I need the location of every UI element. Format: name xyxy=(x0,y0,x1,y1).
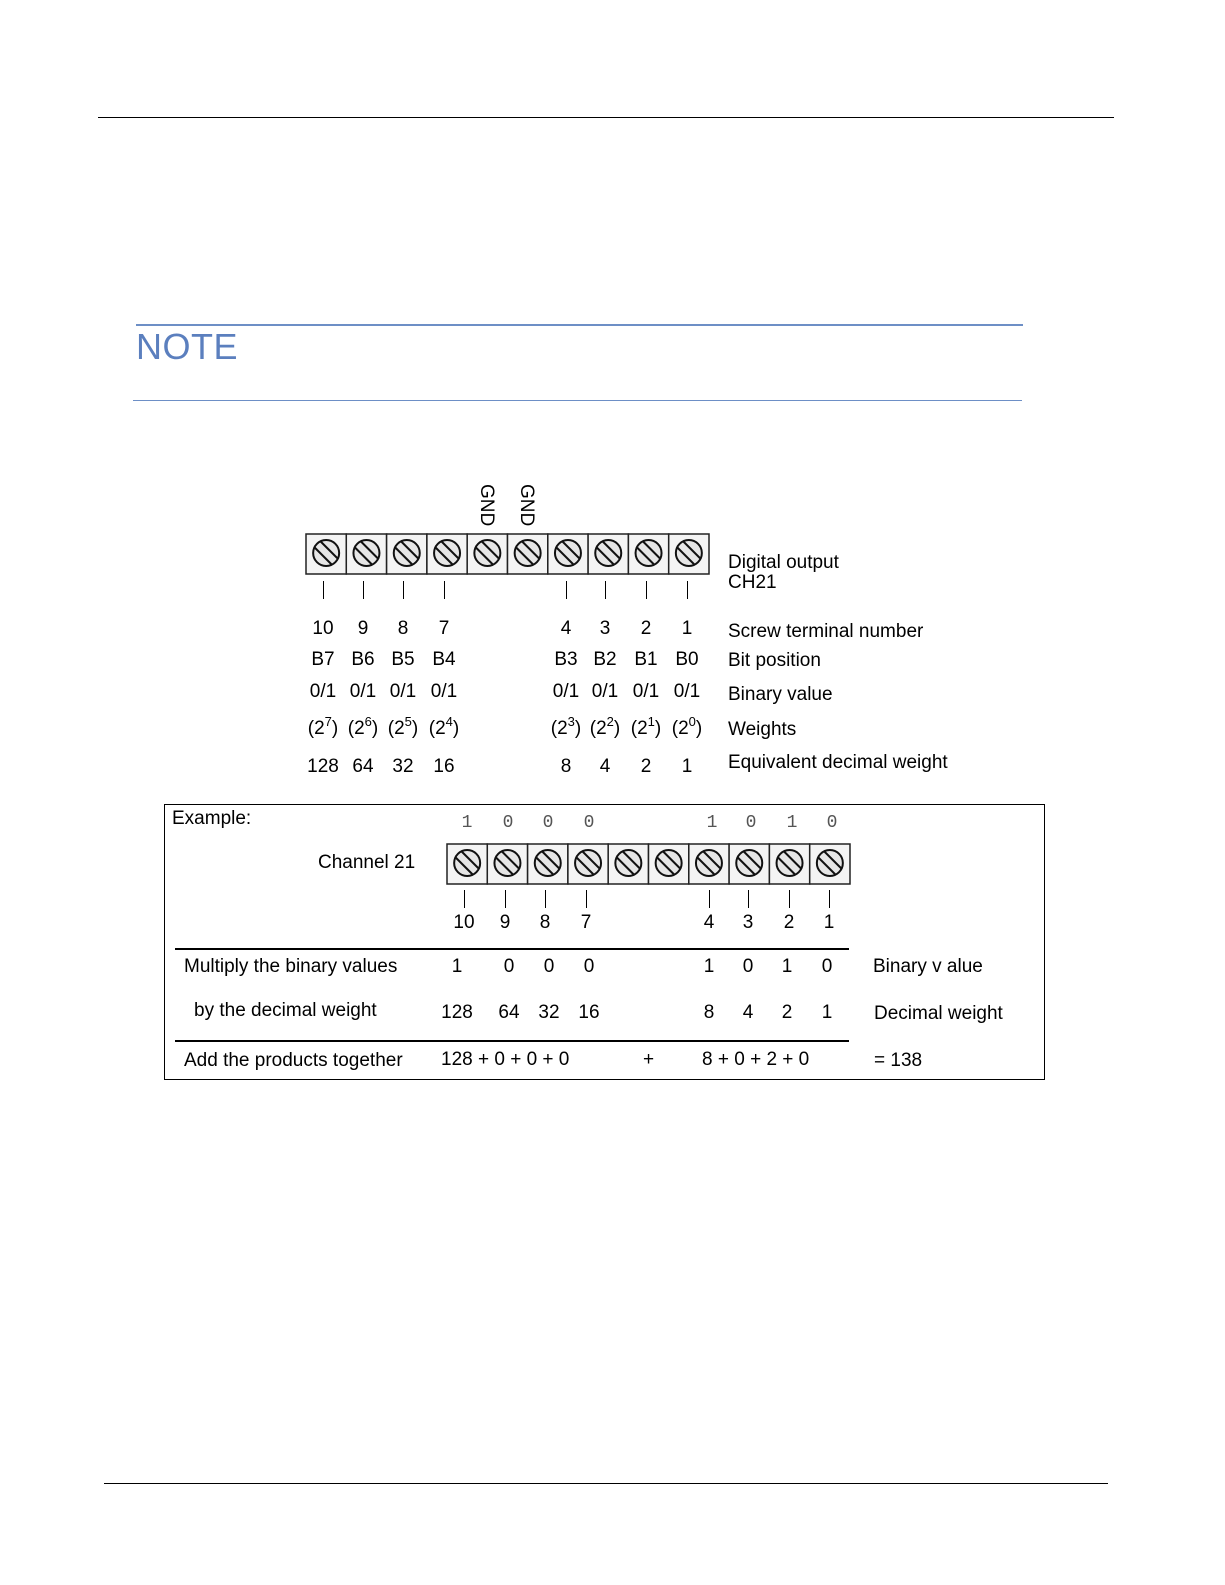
example-tick xyxy=(586,890,587,908)
example-row1-value: 0 xyxy=(821,956,833,977)
decimal-weight: 128 xyxy=(307,756,339,777)
example-bit: 1 xyxy=(706,813,718,833)
screw-terminal xyxy=(628,534,668,574)
terminal-tick xyxy=(323,581,324,599)
gnd-label-1: GND xyxy=(476,484,497,527)
weight: $(2^3)$ xyxy=(550,714,582,739)
terminal-tick xyxy=(646,581,647,599)
terminal-tick xyxy=(566,581,567,599)
row-label-binary: Binary value xyxy=(728,684,833,705)
example-row1-value: 0 xyxy=(742,956,754,977)
example-box xyxy=(164,804,1045,1080)
weight: $(2^6)$ xyxy=(347,714,379,739)
bit-position: B7 xyxy=(311,649,335,670)
weight: $(2^4)$ xyxy=(428,714,460,739)
example-bit: 0 xyxy=(583,813,595,833)
gnd-label-2: GND xyxy=(516,484,537,527)
binary-value: 0/1 xyxy=(591,681,619,702)
output-label-line1: Digital output xyxy=(728,552,839,573)
example-row3-result: = 138 xyxy=(874,1050,923,1071)
screw-number: 7 xyxy=(438,618,450,639)
weight: $(2^2)$ xyxy=(589,714,621,739)
example-screw-number: 7 xyxy=(580,912,592,933)
row-label-decimal: Equivalent decimal weight xyxy=(728,752,948,773)
example-row1-value: 1 xyxy=(703,956,715,977)
example-tick xyxy=(829,890,830,908)
row-label-screw: Screw terminal number xyxy=(728,621,924,642)
example-tick xyxy=(545,890,546,908)
example-tick xyxy=(709,890,710,908)
screw-number: 3 xyxy=(599,618,611,639)
terminal-tick xyxy=(403,581,404,599)
decimal-weight: 16 xyxy=(433,756,455,777)
row-label-bit: Bit position xyxy=(728,650,821,671)
bit-position: B4 xyxy=(432,649,456,670)
bit-position: B2 xyxy=(593,649,617,670)
screw-number: 1 xyxy=(681,618,693,639)
example-row2-value: 128 xyxy=(441,1002,473,1023)
example-bit: 0 xyxy=(826,813,838,833)
example-row3-mid-plus: + xyxy=(643,1049,655,1070)
example-row1-value: 0 xyxy=(543,956,555,977)
terminal-tick xyxy=(687,581,688,599)
decimal-weight: 2 xyxy=(640,756,652,777)
example-bit: 1 xyxy=(786,813,798,833)
note-title: NOTE xyxy=(136,326,239,367)
bit-position: B3 xyxy=(554,649,578,670)
decimal-weight: 4 xyxy=(599,756,611,777)
example-screw-number: 8 xyxy=(539,912,551,933)
example-tick xyxy=(505,890,506,908)
example-bit: 1 xyxy=(461,813,473,833)
weight-exponent: 4 xyxy=(445,714,453,729)
screw-terminal xyxy=(427,534,467,574)
binary-value: 0/1 xyxy=(673,681,701,702)
example-bit: 0 xyxy=(745,813,757,833)
screw-number: 2 xyxy=(640,618,652,639)
example-row3-left-expr: 128 + 0 + 0 + 0 xyxy=(441,1049,570,1070)
example-row2-value: 4 xyxy=(742,1002,754,1023)
example-screw-number: 4 xyxy=(703,912,715,933)
decimal-weight: 8 xyxy=(560,756,572,777)
bit-position: B1 xyxy=(634,649,658,670)
terminal-tick xyxy=(363,581,364,599)
example-divider-1 xyxy=(175,948,849,950)
example-row3-label: Add the products together xyxy=(184,1050,403,1071)
example-screw-number: 9 xyxy=(499,912,511,933)
output-label xyxy=(728,553,839,593)
weight-exponent: 5 xyxy=(404,714,412,729)
weight: $(2^1)$ xyxy=(630,714,662,739)
bit-position: B0 xyxy=(675,649,699,670)
example-row1-value: 0 xyxy=(503,956,515,977)
terminal-tick xyxy=(605,581,606,599)
example-row2-value: 64 xyxy=(498,1002,520,1023)
screw-terminal xyxy=(306,534,346,574)
example-row1-value: 0 xyxy=(583,956,595,977)
weight: $(2^0)$ xyxy=(671,714,703,739)
bit-position: B6 xyxy=(351,649,375,670)
example-row2-value: 8 xyxy=(703,1002,715,1023)
weight-exponent: 1 xyxy=(647,714,655,729)
example-bit: 0 xyxy=(542,813,554,833)
decimal-weight: 1 xyxy=(681,756,693,777)
example-divider-2 xyxy=(175,1040,849,1042)
screw-terminal xyxy=(548,534,588,574)
example-channel-label: Channel 21 xyxy=(318,852,416,873)
example-bit: 0 xyxy=(502,813,514,833)
screw-number: 10 xyxy=(312,618,334,639)
example-row1-value: 1 xyxy=(451,956,463,977)
example-row1-right: Binary v alue xyxy=(873,956,983,977)
bit-position: B5 xyxy=(391,649,415,670)
decimal-weight: 32 xyxy=(392,756,414,777)
screw-terminal xyxy=(508,534,548,574)
binary-value: 0/1 xyxy=(632,681,660,702)
weight-exponent: 2 xyxy=(606,714,614,729)
weight: $(2^7)$ xyxy=(307,714,339,739)
example-tick xyxy=(748,890,749,908)
example-row2-value: 32 xyxy=(538,1002,560,1023)
screw-number: 9 xyxy=(357,618,369,639)
example-screw-number: 2 xyxy=(783,912,795,933)
screw-terminal xyxy=(588,534,628,574)
example-tick xyxy=(464,890,465,908)
output-label-line2: CH21 xyxy=(728,572,777,593)
example-tick xyxy=(789,890,790,908)
screw-number: 4 xyxy=(560,618,572,639)
screw-terminal xyxy=(346,534,386,574)
row-label-weights: Weights xyxy=(728,719,797,740)
example-screw-number: 1 xyxy=(823,912,835,933)
screw-number: 8 xyxy=(397,618,409,639)
example-row1-label: Multiply the binary values xyxy=(184,956,398,977)
weight-exponent: 0 xyxy=(688,714,696,729)
binary-value: 0/1 xyxy=(389,681,417,702)
example-title: Example: xyxy=(172,808,252,829)
example-row2-value: 1 xyxy=(821,1002,833,1023)
decimal-weight: 64 xyxy=(352,756,374,777)
weight: $(2^5)$ xyxy=(387,714,419,739)
example-screw-number: 10 xyxy=(453,912,475,933)
screw-terminal xyxy=(669,534,709,574)
binary-value: 0/1 xyxy=(349,681,377,702)
example-screw-number: 3 xyxy=(742,912,754,933)
example-row2-value: 16 xyxy=(578,1002,600,1023)
weight-exponent: 3 xyxy=(567,714,575,729)
terminal-tick xyxy=(444,581,445,599)
example-row2-label: by the decimal weight xyxy=(194,1000,377,1021)
screw-terminal xyxy=(467,534,507,574)
screw-terminal xyxy=(387,534,427,574)
example-row3-right-expr: 8 + 0 + 2 + 0 xyxy=(702,1049,810,1070)
binary-value: 0/1 xyxy=(552,681,580,702)
binary-value: 0/1 xyxy=(309,681,337,702)
example-row1-value: 1 xyxy=(781,956,793,977)
weight-exponent: 7 xyxy=(324,714,332,729)
binary-value: 0/1 xyxy=(430,681,458,702)
example-row2-right: Decimal weight xyxy=(874,1003,1003,1024)
weight-exponent: 6 xyxy=(364,714,372,729)
example-row2-value: 2 xyxy=(781,1002,793,1023)
